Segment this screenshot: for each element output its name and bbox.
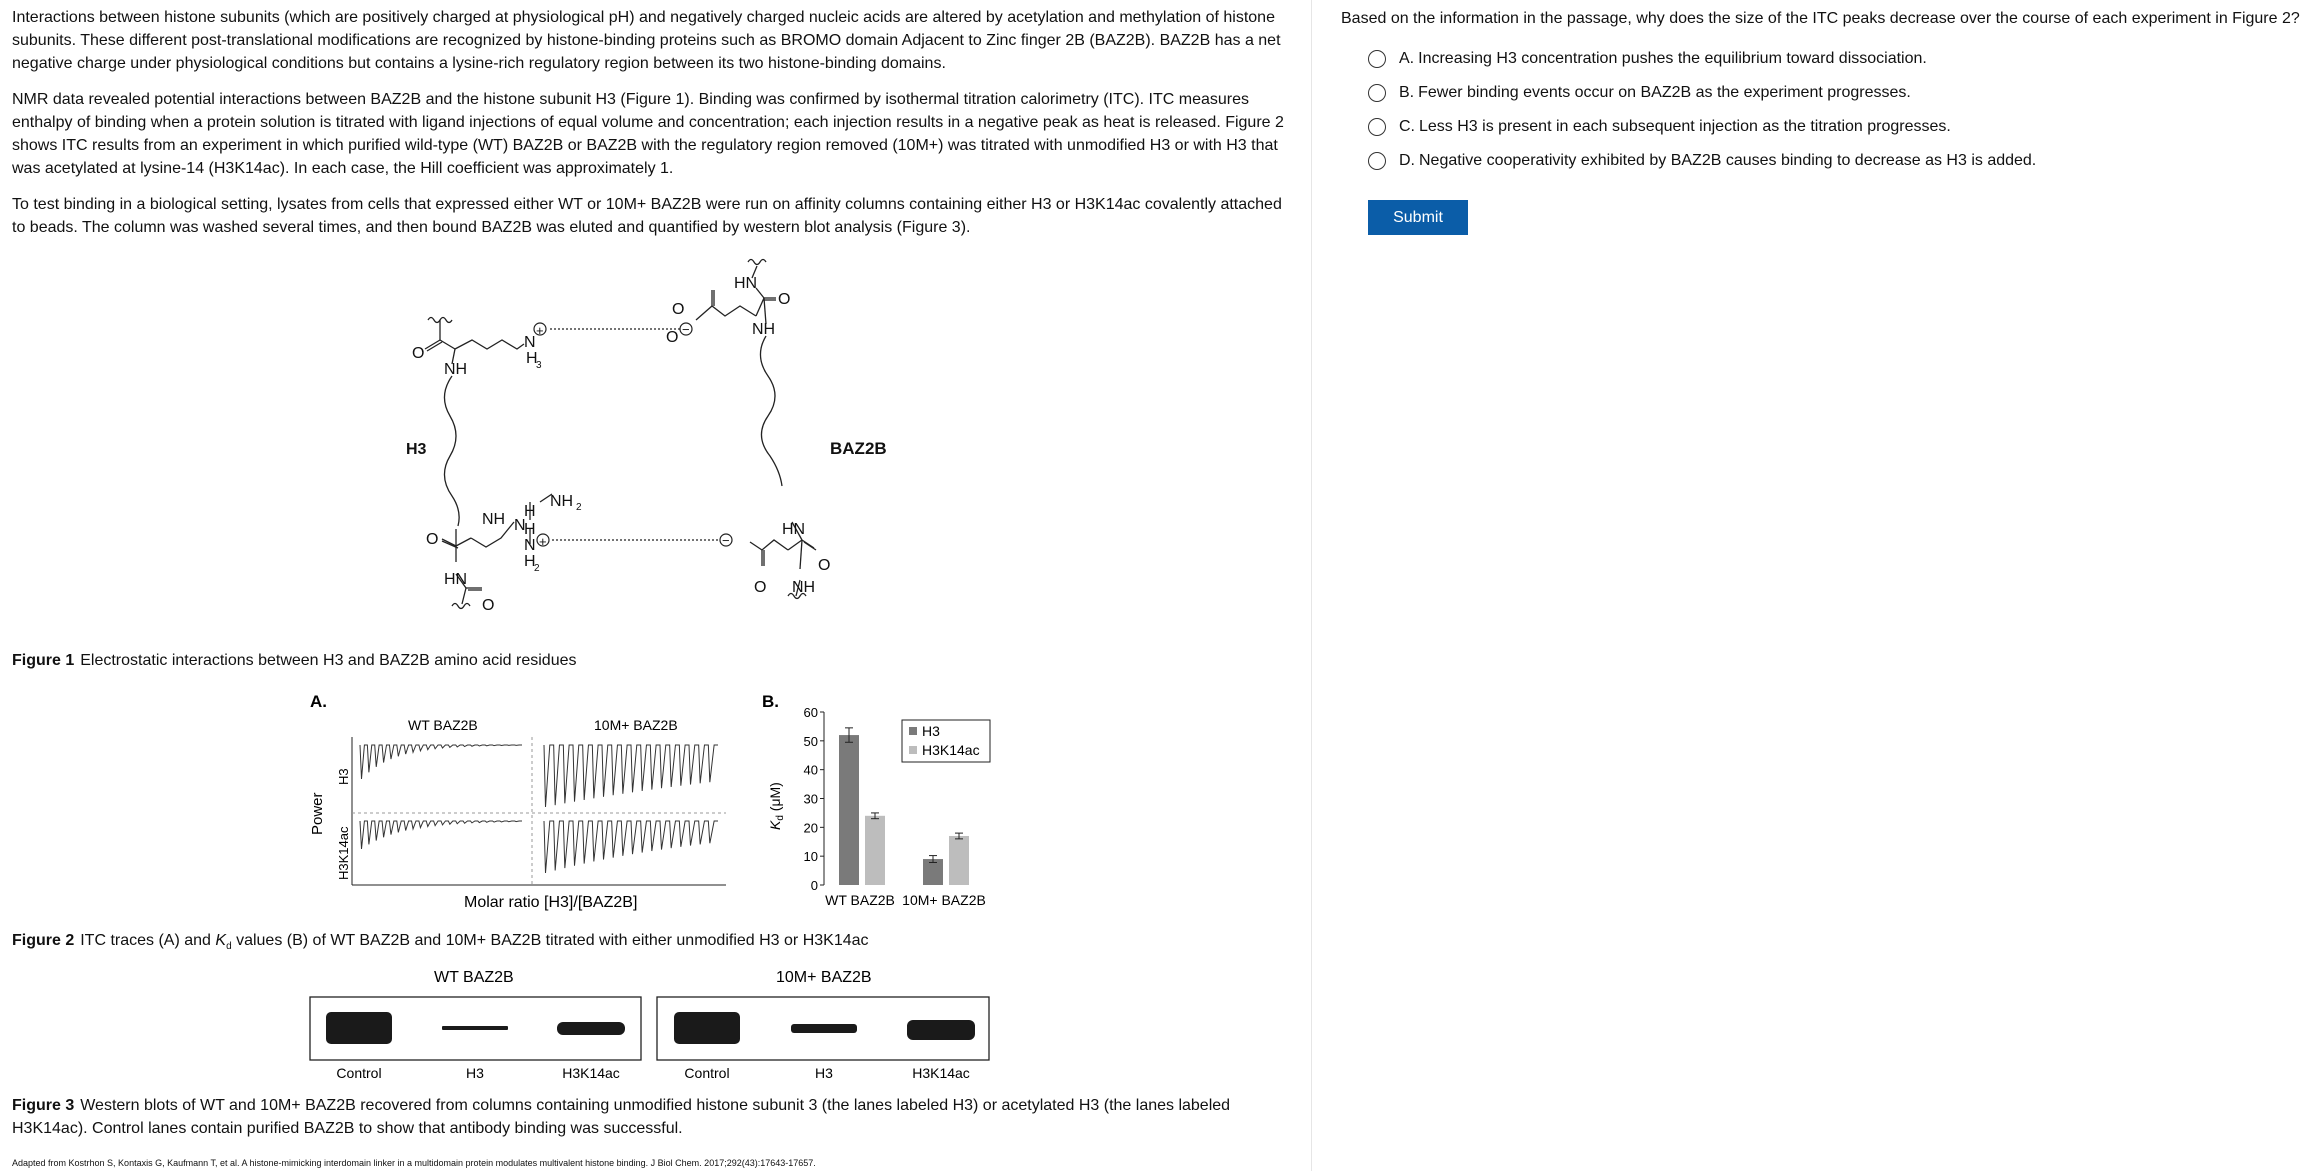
charge-plus: +	[539, 534, 547, 549]
atom-hn: HN	[782, 521, 806, 538]
col-10m: 10M+ BAZ2B	[594, 717, 678, 733]
radio-button[interactable]	[1368, 152, 1386, 170]
figure-3-caption-text: Western blots of WT and 10M+ BAZ2B recovered from columns containing unmodified histone subunit 3 (the lanes labeled H3) or acetylated H3 (the lanes labeled H3K14ac). Control lanes contain purified BAZ2B to show that antibody binding was successful.	[12, 1097, 1231, 1137]
charge-plus: +	[536, 323, 544, 338]
option-letter: C.	[1399, 118, 1415, 135]
figure-2-caption-text-2: values (B) of WT BAZ2B and 10M+ BAZ2B titrated with either unmodified H3 or H3K14ac	[231, 932, 869, 949]
legend-swatch	[909, 746, 917, 754]
answer-option-b[interactable]	[1368, 76, 2301, 110]
band-wt-h3k14ac	[557, 1022, 625, 1035]
itc-trace-10m-h3	[544, 745, 718, 807]
submit-button[interactable]: Submit	[1368, 200, 1468, 235]
subscript-2: 2	[534, 563, 540, 574]
atom-o: O	[754, 579, 767, 596]
option-text: Fewer binding events occur on BAZ2B as the experiment progresses.	[1418, 84, 1911, 101]
subscript-2: 2	[576, 502, 582, 513]
atom-o: O	[412, 345, 425, 362]
kd-d: d	[226, 941, 232, 953]
atom-h: H	[524, 521, 536, 538]
pane-divider	[1311, 0, 1312, 1171]
bar-H3-0	[839, 735, 859, 885]
blot-wt-title: WT BAZ2B	[434, 969, 514, 986]
band-10m-control	[674, 1012, 740, 1044]
col-wt: WT BAZ2B	[408, 717, 478, 733]
option-text: Negative cooperativity exhibited by BAZ2B causes binding to decrease as H3 is added.	[1419, 152, 2037, 169]
figure-2-caption	[12, 929, 869, 958]
lane-label: H3	[466, 1065, 484, 1081]
atom-nh: NH	[444, 361, 468, 378]
option-text: Increasing H3 concentration pushes the equilibrium toward dissociation.	[1418, 50, 1927, 67]
atom-o: O	[778, 291, 791, 308]
atom-nh: NH	[752, 321, 776, 338]
question-text: Based on the information in the passage, why does the size of the ITC peaks decrease over the course of each experiment in Figure 2?	[1341, 10, 2300, 27]
atom-o: O	[482, 597, 495, 614]
citation-footnote: Adapted from Kostrhon S, Kontaxis G, Kaufmann T, et al. A histone-mimicking interdomain linker in a multidomain protein modulates multivalent histone binding. J Biol Chem. 2017;292(43):17643-17657.	[12, 1158, 816, 1168]
figure-3-western-blot	[300, 962, 1000, 1084]
atom-hn: HN	[444, 571, 468, 588]
bar-H3K14ac-0	[865, 816, 885, 885]
answer-option-d[interactable]	[1368, 144, 2301, 178]
kd-bar-chart	[762, 692, 990, 908]
option-letter: D.	[1399, 152, 1415, 169]
band-wt-h3	[442, 1026, 508, 1030]
y-tick-label: 60	[803, 705, 818, 720]
chart-legend	[902, 720, 990, 762]
itc-trace-wt-h3	[360, 745, 522, 779]
legend-label: H3K14ac	[922, 742, 980, 758]
figure-2-label: Figure 2	[12, 932, 75, 949]
lane-label: Control	[684, 1065, 730, 1081]
passage-paragraph-3: To test binding in a biological setting, lysates from cells that expressed either WT or 10M+ BAZ2B were run on affinity columns containing either H3 or H3K14ac covalently attached to beads. The column was washed several times, and then bound BAZ2B was eluted and quantified by western blot analysis (Figure 3).	[12, 196, 1282, 236]
panel-b-label: B.	[762, 692, 779, 711]
y-tick-label: 10	[803, 849, 818, 865]
atom-o: O	[426, 531, 439, 548]
y-tick-label: 40	[803, 762, 818, 778]
lane-label: H3K14ac	[912, 1065, 970, 1081]
option-letter: A.	[1399, 50, 1415, 67]
itc-trace-10m-h3k14ac	[544, 821, 718, 873]
row-h3k14ac: H3K14ac	[336, 826, 351, 880]
atom-n: N	[514, 517, 526, 534]
figure-1-caption	[12, 649, 577, 672]
radio-button[interactable]	[1368, 118, 1386, 136]
answer-option-a[interactable]	[1368, 42, 2301, 76]
atom-o: O	[818, 557, 831, 574]
legend-swatch	[909, 727, 917, 735]
subscript-3: 3	[536, 360, 542, 371]
atom-h: H	[524, 553, 536, 570]
kd-k: K	[215, 932, 227, 949]
bar-H3K14ac-1	[949, 836, 969, 885]
atom-nh: NH	[792, 579, 816, 596]
passage-paragraph-1: Interactions between histone subunits (which are positively charged at physiological pH) and negatively charged nucleic acids are altered by acetylation and methylation of histone subunits. These different post-translational modifications are recognized by histone-binding proteins such as BROMO domain Adjacent to Zinc finger 2B (BAZ2B). BAZ2B has a net negative charge under physiological conditions but contains a lysine-rich regulatory region between its two histone-binding domains.	[12, 9, 1281, 72]
row-h3: H3	[336, 768, 351, 785]
figure-1-diagram	[390, 244, 930, 634]
y-tick-label: 20	[803, 820, 818, 836]
atom-h: H	[524, 503, 536, 520]
figure-1-label: Figure 1	[12, 652, 75, 669]
question-panel	[1341, 7, 2301, 235]
h3-label: H3	[406, 441, 427, 458]
baz2b-label: BAZ2B	[830, 439, 887, 458]
band-wt-control	[326, 1012, 392, 1044]
figure-1-caption-text: Electrostatic interactions between H3 and BAZ2B amino acid residues	[80, 652, 577, 669]
y-tick-label: 30	[803, 791, 818, 807]
option-letter: B.	[1399, 84, 1415, 101]
lane-label: H3	[815, 1065, 833, 1081]
power-label: Power	[309, 792, 326, 835]
band-10m-h3k14ac	[907, 1020, 975, 1040]
kd-axis-label: $K_d$ (μM)	[767, 782, 786, 830]
panel-a-label: A.	[310, 692, 327, 711]
atom-hn: HN	[734, 275, 758, 292]
y-tick-label: 50	[803, 733, 818, 749]
answer-option-c[interactable]	[1368, 110, 2301, 144]
atom-n: N	[524, 537, 536, 554]
option-text: Less H3 is present in each subsequent injection as the titration progresses.	[1419, 118, 1951, 135]
x-category-label: 10M+ BAZ2B	[902, 892, 986, 908]
y-tick-label: 0	[810, 878, 818, 893]
figure-3-caption	[12, 1094, 1272, 1140]
atom-nh2: NH	[550, 493, 574, 510]
atom-o: O	[672, 301, 685, 318]
charge-minus: −	[682, 322, 690, 337]
band-10m-h3	[791, 1024, 857, 1033]
passage-paragraph-2: NMR data revealed potential interactions between BAZ2B and the histone subunit H3 (Figure 1). Binding was confirmed by isothermal titration calorimetry (ITC). ITC measures enthalpy of binding when a protein solution is titrated with ligand injections of equal volume and concentration; each injection results in a negative peak as heat is released. Figure 2 shows ITC results from an experiment in which purified wild-type (WT) BAZ2B or BAZ2B with the regulatory region removed (10M+) was titrated with unmodified H3 or with H3 that was acetylated at lysine-14 (H3K14ac). In each case, the Hill coefficient was approximately 1.	[12, 91, 1284, 177]
radio-button[interactable]	[1368, 84, 1386, 102]
legend-label: H3	[922, 723, 940, 739]
atom-h: H	[526, 350, 538, 367]
itc-panel-a	[309, 692, 726, 911]
figure-2-caption-text: ITC traces (A) and	[80, 932, 216, 949]
passage	[12, 6, 1287, 252]
x-category-label: WT BAZ2B	[825, 892, 895, 908]
atom-o: O	[666, 329, 679, 346]
atom-n: N	[524, 334, 536, 351]
radio-button[interactable]	[1368, 50, 1386, 68]
figure-3-label: Figure 3	[12, 1097, 75, 1114]
lane-label: Control	[336, 1065, 382, 1081]
atom-nh: NH	[482, 511, 506, 528]
lane-label: H3K14ac	[562, 1065, 620, 1081]
molar-ratio-label: Molar ratio [H3]/[BAZ2B]	[464, 894, 638, 911]
blot-10m-title: 10M+ BAZ2B	[776, 969, 872, 986]
itc-trace-wt-h3k14ac	[360, 821, 522, 849]
figure-2	[300, 685, 1000, 920]
charge-minus: −	[722, 533, 730, 548]
